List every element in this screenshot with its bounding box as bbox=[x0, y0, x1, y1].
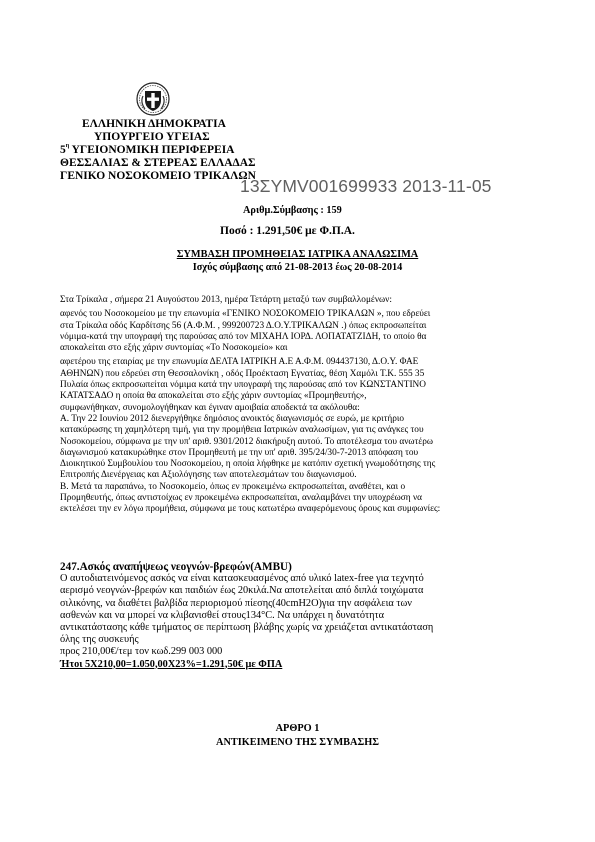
item-line: προς 210,00€/τεμ τον κωδ.299 003 000 bbox=[60, 646, 223, 658]
item-line: αντικατάστασης κάθε τμήματος σε περίπτωση βλάβης χωρίς να χρειάζεται αντικατάσταση bbox=[60, 621, 434, 633]
item-line: σιλικόνης, να διαθέτει βαλβίδα περιορισμού πίεσης(40cmH2O)για την ασφάλεια των bbox=[60, 597, 412, 609]
contract-title: ΣΥΜΒΑΣΗ ΠΡΟΜΗΘΕΙΑΣ ΙΑΤΡΙΚΑ ΑΝΑΛΩΣΙΜΑ bbox=[176, 249, 419, 260]
body-line: στα Τρίκαλα οδός Καρδίτσης 56 (Α.Φ.Μ. , 999200723 Δ.Ο.Υ.ΤΡΙΚΑΛΩΝ .) όπως εκπροσωπείται bbox=[60, 320, 427, 331]
contract-body bbox=[60, 295, 540, 516]
item-line: Ο αυτοδιατεινόμενος ασκός να είναι κατασκευασμένος από υλικό latex-free για τεχνητό bbox=[60, 573, 424, 585]
item-section bbox=[60, 561, 433, 671]
item-line: αερισμό νεογνών-βρεφών και παιδιών έως 20κιλά.Να αποτελείται από διπλά τοιχώματα bbox=[60, 585, 424, 597]
region-sup: η bbox=[65, 143, 70, 149]
body-line: Β. Μετά τα παραπάνω, το Νοσοκομείο, όπως εν προκειμένω εκπροσωπείται, αναθέτει, και ο bbox=[60, 481, 406, 492]
item-line: ασθενών και να μπορεί να κλιβανισθεί στους134°C. Να υπάρχει η δυνατότητα bbox=[60, 609, 385, 621]
body-line: συμφωνήθηκαν, συνομολογήθηκαν και έγιναν αμοιβαία αποδεκτά τα ακόλουθα: bbox=[60, 402, 360, 413]
body-line: ΑΘΗΝΩΝ) που εδρεύει στη Θεσσαλονίκη , οδός Προέκταση Εγνατίας, θέση Χαμόλι Τ.Κ. 555 35 bbox=[60, 368, 425, 379]
item-heading: 247.Ασκός αναπήψεως νεογνών-βρεφών(AMBU) bbox=[60, 561, 292, 573]
body-line: Προμηθευτής, όπως αντιστοίχως εν προκειμένω εκπροσωπείται, αναλαμβάνει την υποχρέωση να bbox=[60, 493, 423, 504]
region-label: ΥΓΕΙΟΝΟΜΙΚΗ ΠΕΡΙΦΕΡΕΙΑ bbox=[71, 144, 235, 156]
header-hospital: ΓΕΝΙΚΟ ΝΟΣΟΚΟΜΕΙΟ ΤΡΙΚΑΛΩΝ bbox=[60, 170, 256, 182]
header-block bbox=[60, 118, 256, 183]
body-line: διαγωνισμού κατακυρώθηκε στον Προμηθευτή με την υπ' αριθ. 395/24/30-7-2013 απόφαση του bbox=[60, 447, 419, 458]
contract-validity: Ισχύς σύμβασης από 21-08-2013 έως 20-08-2014 bbox=[192, 262, 403, 273]
header-area: ΘΕΣΣΑΛΙΑΣ & ΣΤΕΡΕΑΣ ΕΛΛΑΔΑΣ bbox=[60, 157, 256, 169]
contract-number: Αριθμ.Σύμβασης : 159 bbox=[243, 205, 342, 216]
item-total: Ήτοι 5Χ210,00=1.050,00Χ23%=1.291,50€ με ΦΠΑ bbox=[60, 658, 283, 670]
region-number: 5 bbox=[60, 144, 66, 156]
body-line: κατακύρωσης τη χαμηλότερη τιμή, για την προμήθεια Ιατρικών αναλωσίμων, για τις ανάγκες του bbox=[60, 425, 424, 436]
body-line: Στα Τρίκαλα , σήμερα 21 Αυγούστου 2013, ημέρα Τετάρτη μεταξύ των συμβαλλομένων: bbox=[60, 295, 392, 305]
body-line: αποκαλείται στο εξής χάριν συντομίας «Το Νοσοκομείο» και bbox=[60, 343, 288, 354]
body-line: αφετέρου της εταιρίας με την επωνυμία ΔΕΛΤΑ ΙΑΤΡΙΚΗ Α.Ε Α.Φ.Μ. 094437130, Δ.Ο.Υ. ΦΑΕ bbox=[60, 357, 419, 368]
ada-watermark: 13ΣΥΜV001699933 2013-11-05 bbox=[240, 176, 492, 196]
body-line: νόμιμα-κατά την υπογραφή της παρούσας από τον ΜΙΧΑΗΛ ΙΟΡΔ. ΛΟΠΑΤΑΤΖΙΔΗ, το οποίο θα bbox=[60, 331, 427, 342]
contract-title-wrap bbox=[0, 249, 595, 260]
body-line: εκτελέσει την εν λόγω προμήθεια, σύμφωνα με τους κατωτέρω αναφερόμενους όρους και συμφωνίες: bbox=[60, 504, 441, 515]
body-line: αφενός του Νοσοκομείου με την επωνυμία «ΓΕΝΙΚΟ ΝΟΣΟΚΟΜΕΙΟ ΤΡΙΚΑΛΩΝ », που εδρεύει bbox=[60, 309, 431, 320]
body-line: Διοικητικού Συμβουλίου του Νοσοκομείου, η οποία λήφθηκε με κατόπιν σχετική γνωμοδότησης της bbox=[60, 459, 436, 470]
body-line: Α. Την 22 Ιουνίου 2012 διενεργήθηκε δημόσιος ανοικτός διαγωνισμός σε ευρώ, με κριτήριο bbox=[60, 413, 405, 424]
body-line: Επιτροπής Διενέργειας και Αξιολόγησης των αποτελεσμάτων του διαγωνισμού. bbox=[60, 470, 357, 481]
header-republic: ΕΛΛΗΝΙΚΗ ΔΗΜΟΚΡΑΤΙΑ bbox=[82, 118, 226, 130]
article-title: ΑΝΤΙΚΕΙΜΕΝΟ ΤΗΣ ΣΥΜΒΑΣΗΣ bbox=[216, 737, 379, 748]
article-number: ΑΡΘΡΟ 1 bbox=[275, 723, 320, 734]
contract-amount: Ποσό : 1.291,50€ με Φ.Π.Α. bbox=[220, 225, 355, 237]
greek-coat-of-arms-icon bbox=[136, 82, 170, 116]
item-line: όλης της συσκευής bbox=[60, 634, 139, 646]
body-line: ΚΑΤΑΤΣΑΔΟ η οποία θα αποκαλείται στο εξής χάριν συντομίας «Προμηθευτής», bbox=[60, 391, 367, 402]
body-line: Πυλαία όπως εκπροσωπείται νόμιμα κατά την υπογραφή της παρούσας από τον ΚΩΝΣΤΑΝΤΙΝΟ bbox=[60, 380, 426, 391]
body-line: Νοσοκομείου, σύμφωνα με την υπ' αριθ. 9301/2012 διακήρυξη αυτού. Το αποτέλεσμα του ανωτέρω bbox=[60, 436, 433, 447]
header-ministry: ΥΠΟΥΡΓΕΙΟ ΥΓΕΙΑΣ bbox=[94, 131, 210, 143]
header-region bbox=[60, 144, 256, 157]
